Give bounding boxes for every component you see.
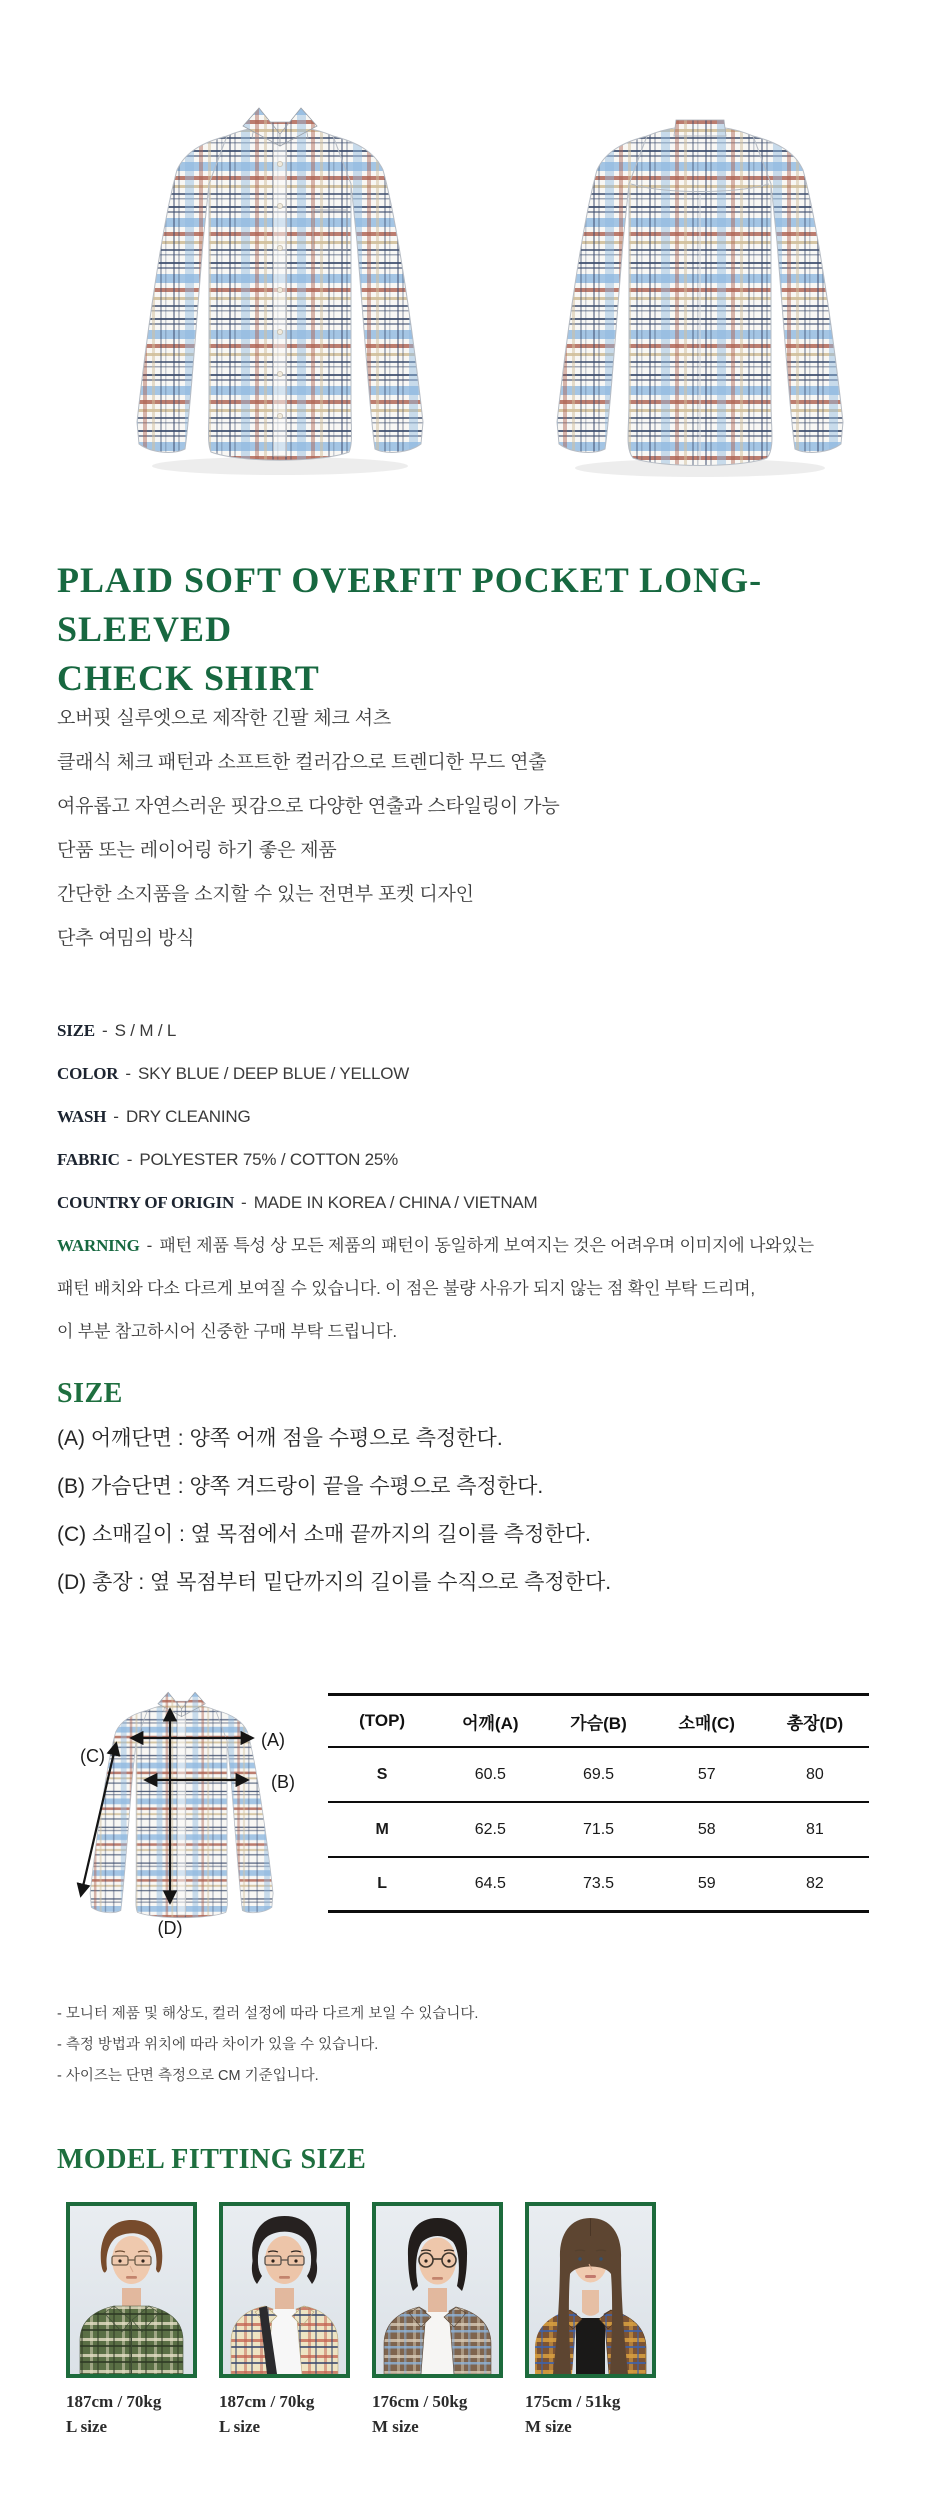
detail-label: WASH	[57, 1107, 107, 1126]
size-table-cell: 80	[806, 1765, 824, 1783]
model-spec: 187cm / 70kg	[66, 2392, 162, 2411]
size-table-cell: 81	[806, 1820, 824, 1838]
description-line: 클래식 체크 패턴과 소프트한 컬러감으로 트렌디한 무드 연출	[57, 752, 547, 773]
size-table-cell: 64.5	[474, 1875, 506, 1892]
note-line: - 사이즈는 단면 측정으로 CM 기준입니다.	[57, 2068, 319, 2084]
size-table-row-m	[328, 1803, 869, 1858]
size-instruction-line: (A) 어깨단면 : 양쪽 어깨 점을 수평으로 측정한다.	[57, 1427, 503, 1450]
model-1-graphic	[70, 2206, 193, 2374]
detail-value: POLYESTER 75% / COTTON 25%	[139, 1150, 399, 1169]
chest-pocket	[313, 210, 347, 250]
size-table-header: 총장(D)	[786, 1713, 844, 1733]
warning-text-line: 이 부분 참고하시어 신중한 구매 부탁 드립니다.	[57, 1322, 397, 1341]
description-line: 단추 여밈의 방식	[57, 928, 195, 949]
size-table-header: 소매(C)	[678, 1713, 735, 1733]
model-caption-4	[525, 2389, 675, 2439]
plaid-shirt-back-graphic	[535, 92, 865, 482]
size-table-cell: 57	[697, 1765, 716, 1783]
detail-separator: -	[101, 1021, 108, 1040]
model-photo-3	[372, 2202, 503, 2378]
size-table-header-row	[328, 1696, 869, 1748]
size-table-header: (TOP)	[359, 1711, 406, 1730]
warning-label: WARNING	[57, 1236, 140, 1255]
size-table-row-s	[328, 1748, 869, 1803]
detail-separator: -	[126, 1150, 133, 1169]
size-table	[328, 1693, 869, 1913]
size-table-cell: 69.5	[582, 1765, 615, 1783]
detail-value: S / M / L	[114, 1021, 177, 1040]
model-size: M size	[372, 2417, 419, 2436]
detail-row-wash	[57, 1095, 907, 1138]
size-diagram-graphic	[40, 1650, 330, 1960]
note-line: - 모니터 제품 및 해상도, 컬러 설정에 따라 다르게 보일 수 있습니다.	[57, 2006, 479, 2022]
detail-value: MADE IN KOREA / CHINA / VIETNAM	[253, 1193, 538, 1212]
model-size: L size	[66, 2417, 108, 2436]
detail-row-size	[57, 1009, 907, 1052]
model-2-graphic	[223, 2206, 346, 2374]
detail-label: COUNTRY OF ORIGIN	[57, 1193, 235, 1212]
model-size: M size	[525, 2417, 572, 2436]
note-line: - 측정 방법과 위치에 따라 차이가 있을 수 있습니다.	[57, 2037, 379, 2053]
warning-text-line: 패턴 배치와 다소 다르게 보여질 수 있습니다. 이 점은 불량 사유가 되지 않는 점 확인 부탁 드리며,	[57, 1279, 755, 1298]
model-4-graphic	[529, 2206, 652, 2374]
model-spec: 175cm / 51kg	[525, 2392, 621, 2411]
size-table-cell: 71.5	[582, 1820, 615, 1838]
product-image-back	[535, 92, 865, 482]
plaid-shirt-front-graphic	[115, 92, 445, 482]
detail-separator: -	[125, 1064, 132, 1083]
product-title-line1: PLAID SOFT OVERFIT POCKET LONG-SLEEVED	[57, 560, 763, 649]
size-diagram	[40, 1650, 330, 1960]
size-table-cell: 62.5	[474, 1820, 506, 1838]
description-line: 오버핏 실루엣으로 제작한 긴팔 체크 셔츠	[57, 708, 392, 729]
description-line: 여유롭고 자연스러운 핏감으로 다양한 연출과 스타일링이 가능	[57, 796, 560, 817]
detail-row-fabric	[57, 1138, 907, 1181]
size-instruction-line: (D) 총장 : 옆 목점부터 밑단까지의 길이를 수직으로 측정한다.	[57, 1571, 612, 1594]
model-photo-2	[219, 2202, 350, 2378]
detail-label: COLOR	[57, 1064, 119, 1083]
size-table-cell: 59	[697, 1875, 716, 1892]
size-notes	[57, 1999, 478, 2092]
model-caption-2	[219, 2389, 369, 2439]
model-photo-4	[525, 2202, 656, 2378]
size-section-heading: SIZE	[57, 1378, 123, 1409]
size-table-cell: 73.5	[582, 1875, 615, 1892]
description-line: 단품 또는 레이어링 하기 좋은 제품	[57, 840, 337, 861]
product-details	[57, 1009, 907, 1353]
model-size: L size	[219, 2417, 261, 2436]
model-caption-3	[372, 2389, 522, 2439]
diagram-label-b: (B)	[271, 1772, 295, 1792]
warning-text: 패턴 제품 특성 상 모든 제품의 패턴이 동일하게 보여지는 것은 어려우며 이미지에 나와있는	[159, 1236, 814, 1255]
product-image-front	[115, 92, 445, 482]
size-table-cell: 82	[806, 1875, 824, 1892]
detail-value: SKY BLUE / DEEP BLUE / YELLOW	[138, 1064, 410, 1083]
size-table-cell: 60.5	[474, 1765, 506, 1783]
diagram-shirt	[90, 1692, 273, 1917]
model-caption-1	[66, 2389, 216, 2439]
detail-row-origin	[57, 1181, 907, 1224]
size-table-cell: L	[377, 1875, 387, 1892]
detail-separator: -	[113, 1107, 119, 1126]
detail-value: DRY CLEANING	[125, 1107, 251, 1126]
diagram-label-a: (A)	[261, 1730, 285, 1750]
size-table-row-l	[328, 1858, 869, 1910]
detail-row-color	[57, 1052, 907, 1095]
size-table-cell: 58	[697, 1820, 716, 1838]
size-table-cell: S	[376, 1765, 388, 1783]
description-line: 간단한 소지품을 소지할 수 있는 전면부 포켓 디자인	[57, 884, 474, 905]
diagram-label-c: (C)	[80, 1746, 105, 1766]
size-table-header: 가슴(B)	[570, 1713, 627, 1733]
size-table-cell: M	[375, 1820, 389, 1838]
detail-label: SIZE	[57, 1021, 95, 1040]
size-instruction-line: (B) 가슴단면 : 양쪽 겨드랑이 끝을 수평으로 측정한다.	[57, 1475, 544, 1498]
detail-row-warning	[57, 1224, 907, 1267]
detail-separator: -	[146, 1236, 153, 1255]
size-instruction-line: (C) 소매길이 : 옆 목점에서 소매 끝까지의 길이를 측정한다.	[57, 1523, 591, 1546]
size-table-header: 어깨(A)	[462, 1713, 519, 1733]
model-spec: 176cm / 50kg	[372, 2392, 468, 2411]
product-description	[57, 697, 559, 961]
size-instructions	[57, 1415, 611, 1607]
model-fitting-heading: MODEL FITTING SIZE	[57, 2144, 367, 2175]
diagram-label-d: (D)	[157, 1918, 183, 1938]
model-3-graphic	[376, 2206, 499, 2374]
detail-separator: -	[241, 1193, 247, 1212]
product-title	[57, 556, 917, 703]
product-title-line2: CHECK SHIRT	[57, 658, 320, 698]
detail-label: FABRIC	[57, 1150, 120, 1169]
model-photo-1	[66, 2202, 197, 2378]
model-spec: 187cm / 70kg	[219, 2392, 315, 2411]
